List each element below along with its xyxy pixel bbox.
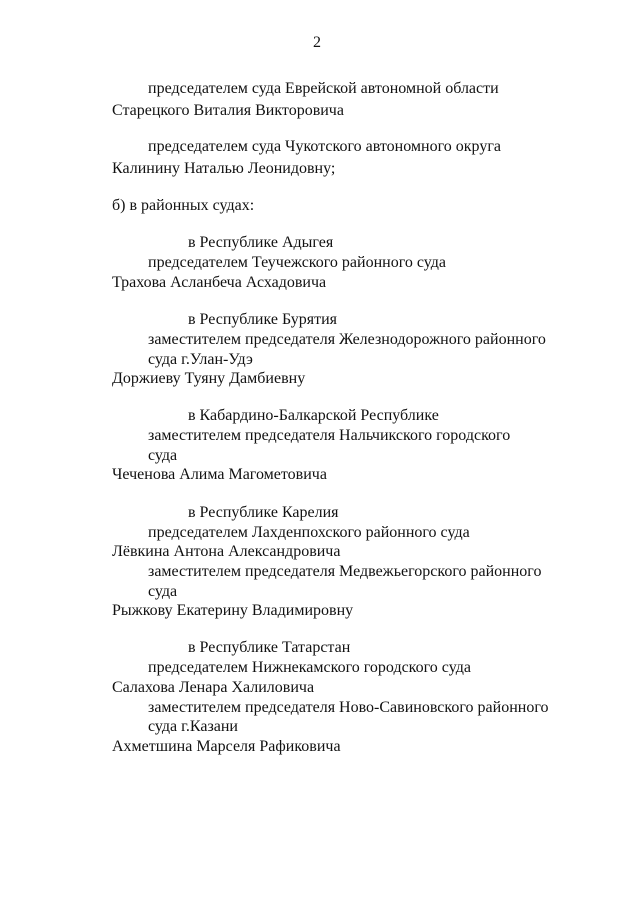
text-line: Старецкого Виталия Викторовича (112, 102, 344, 119)
text-line: суда г.Казани (148, 718, 238, 735)
text-line: суда (148, 583, 178, 600)
text-line: заместителем председателя Нальчикского городского (148, 427, 511, 444)
region-heading: в Республике Бурятия (188, 311, 338, 328)
person-name: Рыжкову Екатерину Владимировну (112, 602, 354, 619)
text-line: председателем Лахденпохского районного суда (148, 524, 470, 541)
text-line: председателем Нижнекамского городского суда (148, 659, 471, 676)
person-name: Доржиеву Туяну Дамбиевну (112, 370, 306, 387)
text-line: заместителем председателя Медвежьегорского районного (148, 563, 542, 580)
text-line: суда г.Улан-Удэ (148, 351, 253, 368)
text-line: председателем суда Еврейской автономной области (148, 80, 499, 97)
region-heading: в Республике Карелия (188, 504, 339, 521)
person-name: Трахова Асланбеча Асхадовича (112, 274, 327, 291)
text-line: суда (148, 447, 178, 464)
page-number: 2 (313, 34, 321, 51)
person-name: Ахметшина Марселя Рафиковича (112, 738, 341, 755)
section-heading: б) в районных судах: (112, 197, 255, 214)
text-line: Калинину Наталью Леонидовну; (112, 160, 336, 177)
region-heading: в Республике Татарстан (188, 639, 351, 656)
text-line: заместителем председателя Ново-Савиновского районного (148, 699, 549, 716)
region-heading: в Республике Адыгея (188, 234, 334, 251)
text-line: председателем Теучежского районного суда (148, 254, 446, 271)
text-line: председателем суда Чукотского автономного округа (148, 138, 501, 155)
region-heading: в Кабардино-Балкарской Республике (188, 407, 439, 424)
text-line: заместителем председателя Железнодорожного районного (148, 331, 546, 348)
person-name: Салахова Ленара Халиловича (112, 679, 315, 696)
person-name: Лёвкина Антона Александровича (112, 543, 341, 560)
person-name: Чеченова Алима Магометовича (112, 466, 327, 483)
